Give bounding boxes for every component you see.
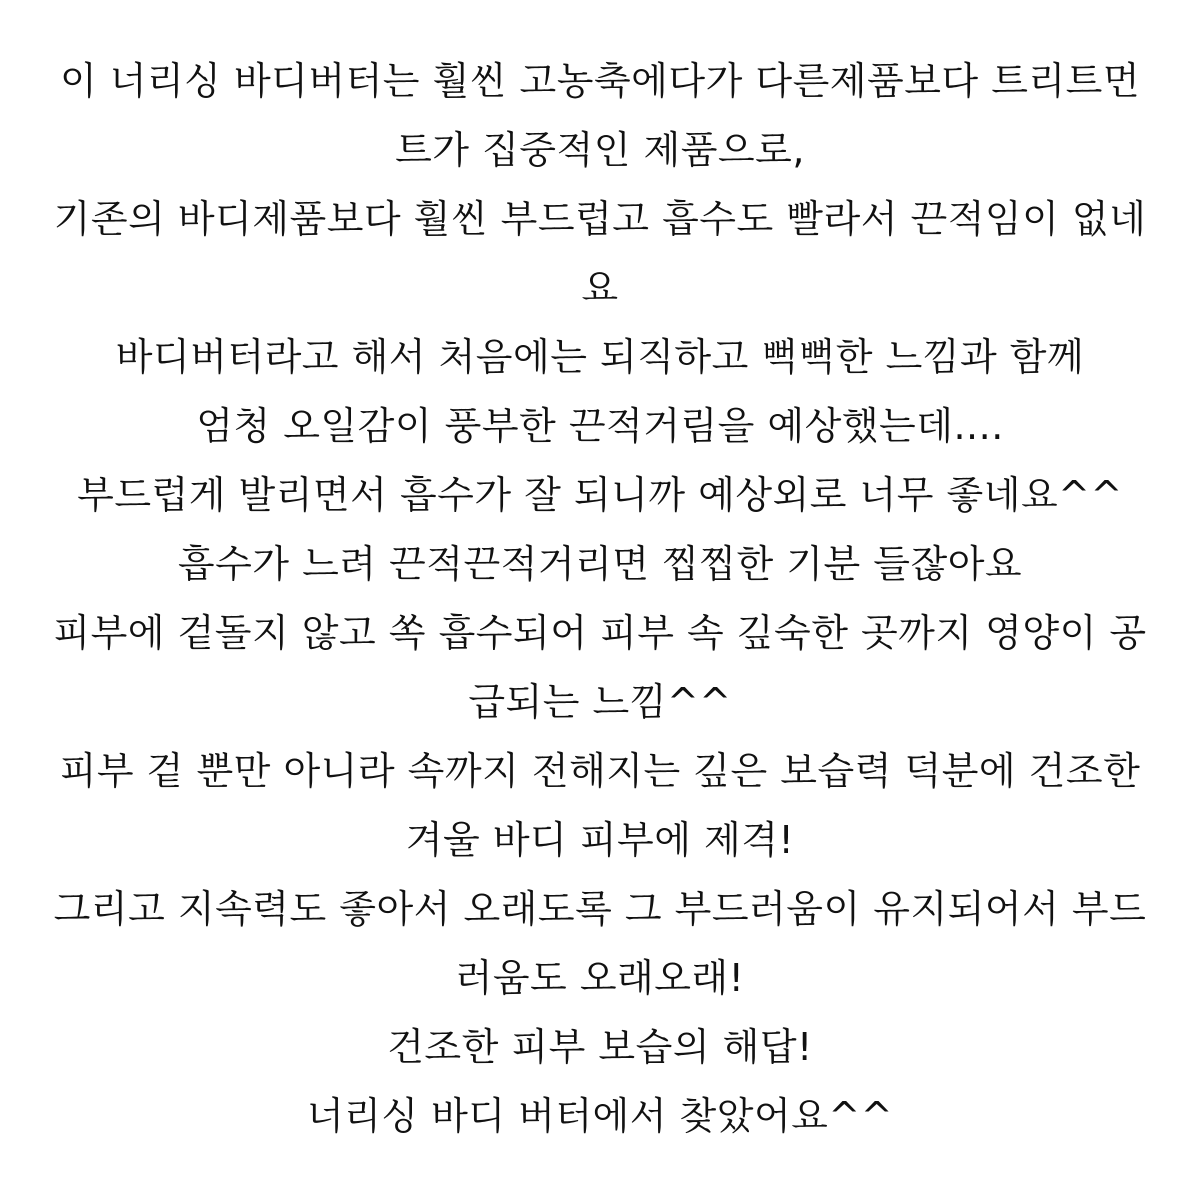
review-line: 흡수가 느려 끈적끈적거리면 찝찝한 기분 들잖아요 (177, 542, 1023, 586)
review-line: 러움도 오래오래! (455, 956, 745, 1000)
review-line: 피부에 겉돌지 않고 쏙 흡수되어 피부 속 깊숙한 곳까지 영양이 공 (53, 611, 1147, 655)
review-line: 기존의 바디제품보다 훨씬 부드럽고 흡수도 빨라서 끈적임이 없네 (53, 197, 1147, 241)
review-line: 트가 집중적인 제품으로, (395, 128, 805, 172)
review-line: 요 (581, 266, 619, 310)
review-line: 그리고 지속력도 좋아서 오래도록 그 부드러움이 유지되어서 부드 (53, 887, 1147, 931)
review-line: 겨울 바디 피부에 제격! (405, 818, 795, 862)
review-line: 건조한 피부 보습의 해답! (387, 1025, 813, 1069)
review-text (0, 47, 1200, 1151)
review-line: 너리싱 바디 버터에서 찾았어요^^ (306, 1094, 894, 1138)
review-line: 피부 겉 뿐만 아니라 속까지 전해지는 깊은 보습력 덕분에 건조한 (59, 749, 1141, 793)
review-line: 부드럽게 발리면서 흡수가 잘 되니까 예상외로 너무 좋네요^^ (77, 473, 1123, 517)
review-line: 엄청 오일감이 풍부한 끈적거림을 예상했는데.... (196, 404, 1004, 448)
review-line: 바디버터라고 해서 처음에는 되직하고 뻑뻑한 느낌과 함께 (115, 335, 1085, 379)
review-line: 이 너리싱 바디버터는 훨씬 고농축에다가 다른제품보다 트리트먼 (59, 59, 1141, 103)
review-line: 급되는 느낌^^ (468, 680, 732, 724)
